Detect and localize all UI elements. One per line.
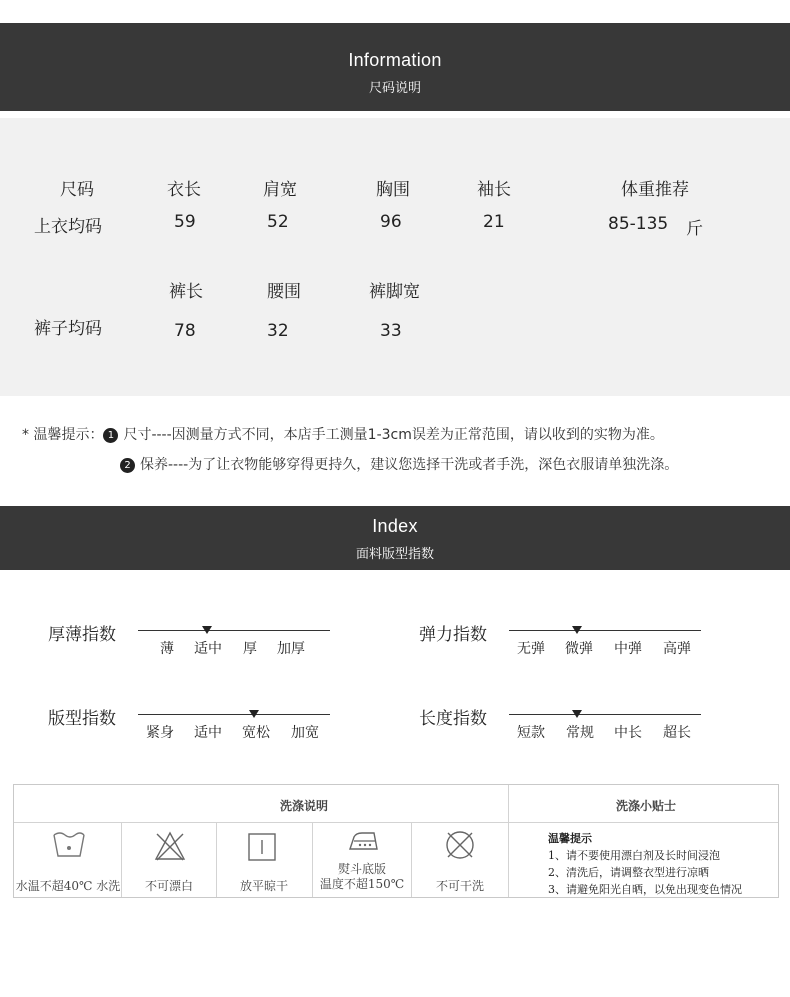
wash-label-2: 不可漂白 <box>144 879 194 893</box>
wash-header-right: 洗涤小贴士 <box>615 799 677 813</box>
elasticity-label-3: 中弹 <box>614 641 642 657</box>
tip-number-2: 2 <box>120 458 135 473</box>
wash-label-4: 熨斗底版 温度不超150℃ <box>319 862 405 891</box>
tip-line-2 <box>120 454 678 474</box>
header-hem-width: 裤脚宽 <box>369 282 420 302</box>
wash-tips-title: 温馨提示 <box>548 832 592 845</box>
wash-tips <box>548 830 742 898</box>
length-label-2: 常规 <box>566 725 594 741</box>
wash-column-divider <box>508 785 509 897</box>
tip-number-1: 1 <box>103 428 118 443</box>
wash-cell-divider <box>216 822 217 897</box>
fit-marker-icon <box>249 710 259 718</box>
no-bleach-icon <box>154 831 186 861</box>
fit-scale-line <box>138 714 330 715</box>
index-title-fit: 版型指数 <box>48 709 116 729</box>
fit-label-2: 适中 <box>194 725 222 741</box>
header-sleeve: 袖长 <box>477 180 511 200</box>
thickness-label-3: 厚 <box>243 641 257 657</box>
pants-length-value: 78 <box>174 321 196 341</box>
top-length-value: 59 <box>174 212 196 232</box>
thickness-marker-icon <box>202 626 212 634</box>
thickness-label-4: 加厚 <box>277 641 305 657</box>
index-title-thickness: 厚薄指数 <box>48 625 116 645</box>
wash-label-5: 不可干洗 <box>435 879 485 893</box>
wash-label-1: 水温不超40℃ 水洗 <box>15 879 121 893</box>
tip-text-1: 尺寸----因测量方式不同，本店手工测量1-3cm误差为正常范围，请以收到的实物为准。 <box>123 427 664 443</box>
iron-icon <box>348 829 380 853</box>
wash-header-divider <box>14 822 778 823</box>
wash-instructions-table <box>13 784 779 898</box>
header-size: 尺码 <box>60 180 94 200</box>
tips-prefix: * 温馨提示： <box>22 427 104 443</box>
wash-tip-3: 3、请避免阳光自晒，以免出现变色情况 <box>548 883 742 896</box>
elasticity-marker-icon <box>572 626 582 634</box>
wash-header-left: 洗涤说明 <box>279 799 329 813</box>
header-length: 衣长 <box>167 180 201 200</box>
fit-label-1: 紧身 <box>146 725 174 741</box>
tip-line-1 <box>22 424 664 444</box>
fit-label-4: 加宽 <box>291 725 319 741</box>
pants-size-name: 裤子均码 <box>34 319 102 339</box>
thickness-label-1: 薄 <box>160 641 174 657</box>
wash-tip-2: 2、清洗后，请调整衣型进行凉晒 <box>548 866 709 879</box>
index-title-elasticity: 弹力指数 <box>419 625 487 645</box>
header-pants-length: 裤长 <box>169 282 203 302</box>
elasticity-label-2: 微弹 <box>565 641 593 657</box>
wash-cell-divider <box>411 822 412 897</box>
pants-hem-value: 33 <box>380 321 402 341</box>
size-table <box>0 118 790 396</box>
tip-text-2: 保养----为了让衣物能够穿得更持久，建议您选择干洗或者手洗，深色衣服请单独洗涤。 <box>140 457 679 473</box>
top-sleeve-value: 21 <box>483 212 505 232</box>
wash-cell-divider <box>312 822 313 897</box>
thickness-label-2: 适中 <box>194 641 222 657</box>
length-marker-icon <box>572 710 582 718</box>
length-label-3: 中长 <box>614 725 642 741</box>
header-weight: 体重推荐 <box>621 180 689 200</box>
elasticity-label-4: 高弹 <box>663 641 691 657</box>
banner-title-cn: 尺码说明 <box>368 81 421 96</box>
wash-cell-divider <box>121 822 122 897</box>
top-size-name: 上衣均码 <box>34 217 102 237</box>
wash-label-3: 放平晾干 <box>239 879 289 893</box>
elasticity-label-1: 无弹 <box>517 641 545 657</box>
no-dry-clean-icon <box>444 829 476 861</box>
length-label-1: 短款 <box>517 725 545 741</box>
banner-title-en: Information <box>348 50 442 70</box>
pants-waist-value: 32 <box>267 321 289 341</box>
flat-dry-icon <box>247 832 277 862</box>
top-chest-value: 96 <box>380 212 402 232</box>
elasticity-scale-line <box>509 630 701 631</box>
length-label-4: 超长 <box>663 725 691 741</box>
index-title-length: 长度指数 <box>419 709 487 729</box>
fit-label-3: 宽松 <box>242 725 270 741</box>
top-shoulder-value: 52 <box>267 212 289 232</box>
header-waist: 腰围 <box>267 282 301 302</box>
top-weight-value: 85-135 <box>608 214 669 234</box>
index-title-cn: 面料版型指数 <box>355 547 434 562</box>
information-banner <box>0 23 790 111</box>
header-chest: 胸围 <box>376 180 410 200</box>
wash-tip-1: 1、请不要使用漂白剂及长时间浸泡 <box>548 849 720 862</box>
header-shoulder: 肩宽 <box>263 180 297 200</box>
wash-tub-40-icon <box>52 829 86 859</box>
index-banner <box>0 506 790 570</box>
index-title-en: Index <box>372 516 418 536</box>
length-scale-line <box>509 714 701 715</box>
top-weight-unit: 斤 <box>686 219 703 239</box>
thickness-scale-line <box>138 630 330 631</box>
